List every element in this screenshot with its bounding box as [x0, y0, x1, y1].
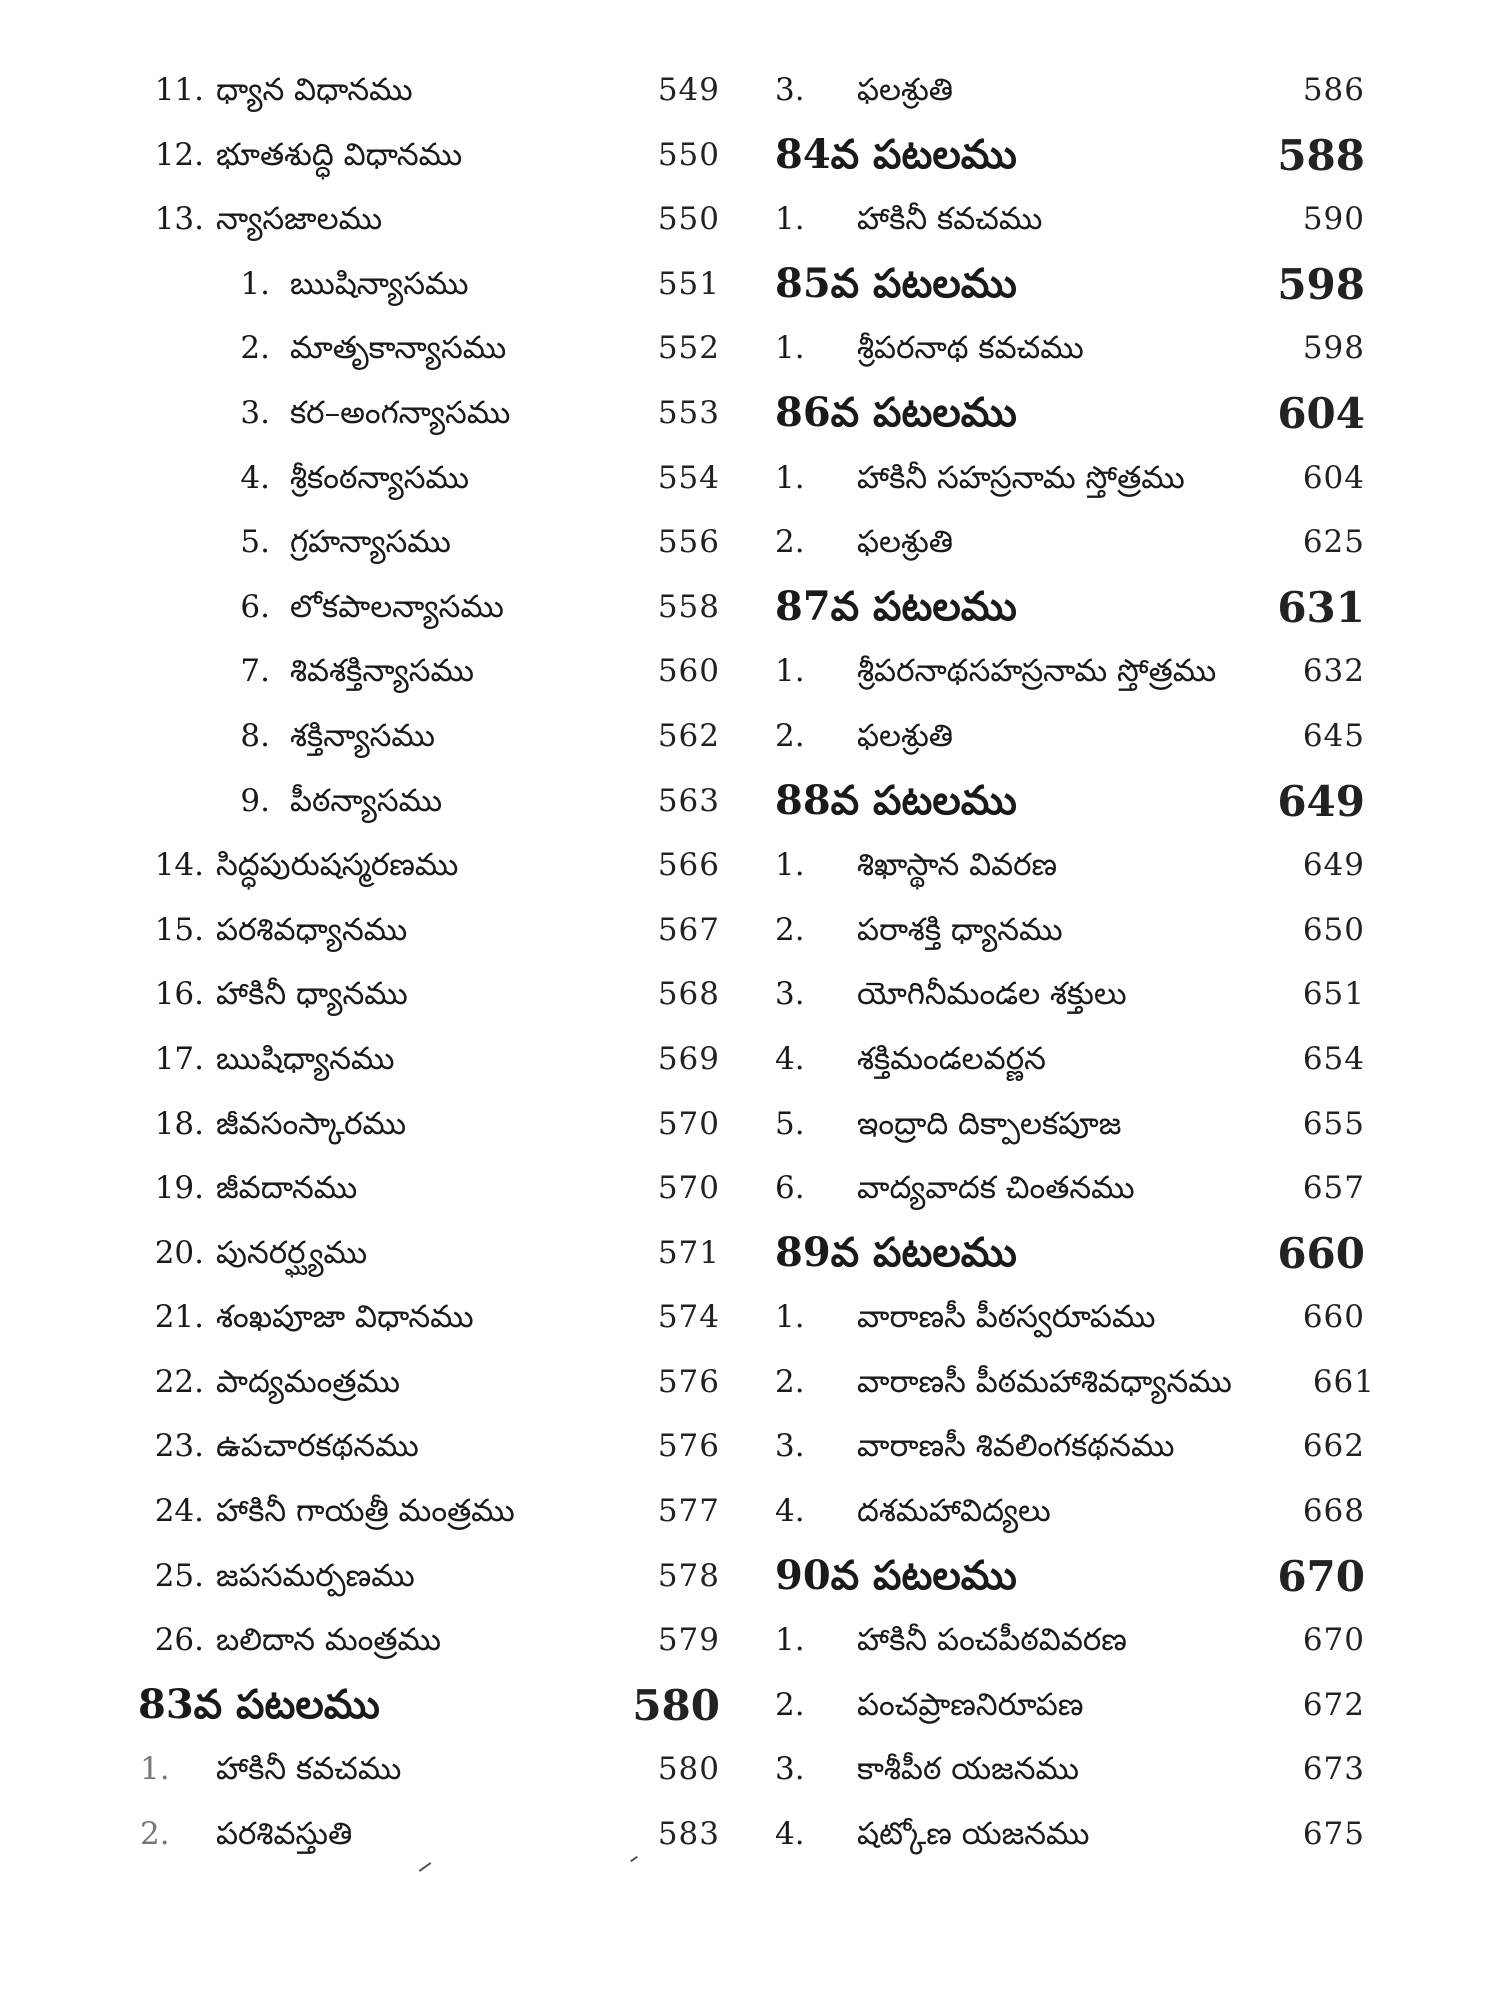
- toc-entry: [140, 1416, 720, 1481]
- toc-entry: [775, 1804, 1365, 1869]
- page-number: 563: [657, 782, 720, 819]
- page-number: 574: [657, 1299, 720, 1336]
- entry-number: 26.: [154, 1622, 204, 1659]
- entry-title: పునరర్ఘ్యము: [216, 1234, 368, 1271]
- entry-title: వారాణసీ పీఠమహాశివధ్యానము: [857, 1363, 1232, 1400]
- page-number: 604: [1277, 388, 1365, 438]
- toc-entry: [140, 1287, 720, 1352]
- entry-title: కర–అంగన్యాసము: [290, 394, 511, 431]
- entry-number: 3.: [775, 976, 805, 1013]
- toc-left-column: [140, 60, 720, 1869]
- section-heading: [775, 125, 1365, 190]
- entry-title: హాకినీ సహస్రనామ స్తోత్రము: [857, 459, 1185, 496]
- toc-entry: [775, 1675, 1365, 1740]
- page-number: 604: [1302, 459, 1365, 496]
- entry-title: పరాశక్తి ధ్యానము: [857, 911, 1063, 948]
- toc-entry: [140, 1739, 720, 1804]
- toc-entry: [140, 448, 720, 513]
- toc-entry: [775, 189, 1365, 254]
- entry-number: 6.: [775, 1170, 805, 1207]
- entry-number: 1.: [775, 201, 805, 238]
- page-number: 650: [1302, 911, 1365, 948]
- entry-title: హాకినీ ధ్యానము: [216, 976, 408, 1013]
- toc-entry: [775, 1029, 1365, 1094]
- entry-number: 13.: [154, 201, 204, 238]
- page-number: 551: [657, 265, 720, 302]
- page-number: 655: [1302, 1105, 1365, 1142]
- entry-title: గ్రహన్యాసము: [290, 524, 451, 561]
- toc-entry: [775, 318, 1365, 383]
- page-number: 560: [657, 653, 720, 690]
- entry-title: లోకపాలన్యాసము: [290, 588, 504, 625]
- page-number: 556: [657, 524, 720, 561]
- section-heading: [140, 1675, 720, 1740]
- toc-entry: [775, 1416, 1365, 1481]
- page-number: 598: [1302, 330, 1365, 367]
- page-number: 583: [657, 1816, 720, 1853]
- entry-number: 2.: [240, 330, 270, 367]
- entry-title: కాశీపీఠ యజనము: [857, 1751, 1080, 1788]
- page-number: 673: [1302, 1751, 1365, 1788]
- page-number: 598: [1277, 259, 1365, 309]
- page-number: 553: [657, 394, 720, 431]
- entry-title: యోగినీమండల శక్తులు: [857, 976, 1127, 1013]
- toc-entry: [140, 1158, 720, 1223]
- entry-title: శ్రీకంఠన్యాసము: [290, 459, 470, 496]
- page-number: 570: [657, 1170, 720, 1207]
- toc-entry: [140, 706, 720, 771]
- entry-number: 11.: [154, 72, 204, 108]
- entry-title: ధ్యాన విధానము: [216, 72, 413, 108]
- toc-entry: [775, 641, 1365, 706]
- section-title: 83వ పటలము: [138, 1680, 380, 1728]
- page-number: 549: [657, 72, 720, 108]
- page-number: 571: [657, 1234, 720, 1271]
- toc-entry: [140, 1610, 720, 1675]
- entry-title: పాద్యమంత్రము: [216, 1363, 400, 1400]
- toc-entry: [140, 1094, 720, 1159]
- entry-number: 1.: [775, 1622, 805, 1659]
- toc-entry: [140, 1352, 720, 1417]
- entry-title: జీవసంస్కారము: [216, 1105, 407, 1142]
- entry-number: 22.: [154, 1363, 204, 1400]
- entry-number: 2.: [775, 1686, 805, 1723]
- entry-number: 8.: [240, 717, 270, 754]
- page-number: 568: [657, 976, 720, 1013]
- toc-entry: [775, 1094, 1365, 1159]
- entry-number: 15.: [154, 911, 204, 948]
- toc-entry: [140, 835, 720, 900]
- page-number: 580: [657, 1751, 720, 1788]
- entry-title: సిద్ధపురుషస్మరణము: [216, 847, 459, 884]
- page-number: 661: [1312, 1363, 1375, 1400]
- page-number: 580: [632, 1680, 720, 1730]
- entry-title: ఋషిధ్యానము: [216, 1040, 395, 1077]
- page-number: 670: [1302, 1622, 1365, 1659]
- entry-title: శ్రీపరనాథ కవచము: [857, 330, 1084, 367]
- toc-entry: [775, 706, 1365, 771]
- entry-number: 21.: [154, 1299, 204, 1336]
- toc-entry: [775, 1739, 1365, 1804]
- section-title: 86వ పటలము: [775, 388, 1017, 436]
- toc-entry: [140, 60, 720, 125]
- section-heading: [775, 383, 1365, 448]
- entry-title: ఫలశ్రుతి: [857, 72, 954, 108]
- entry-number: 2.: [775, 1363, 805, 1400]
- section-title: 88వ పటలము: [775, 776, 1017, 824]
- entry-number: 24.: [154, 1493, 204, 1530]
- page-number: 645: [1302, 717, 1365, 754]
- entry-title: హాకినీ కవచము: [857, 201, 1043, 238]
- page-number: 662: [1302, 1428, 1365, 1465]
- section-heading: [775, 1546, 1365, 1611]
- page-number: 577: [657, 1493, 720, 1530]
- entry-title: షట్కోణ యజనము: [857, 1816, 1090, 1853]
- toc-entry: [140, 1546, 720, 1611]
- entry-number: 1.: [140, 1751, 170, 1788]
- page-number: 632: [1302, 653, 1365, 690]
- toc-entry: [140, 771, 720, 836]
- entry-number: 19.: [154, 1170, 204, 1207]
- page-number: 578: [657, 1557, 720, 1594]
- entry-number: 3.: [775, 1751, 805, 1788]
- entry-title: ఋషిన్యాసము: [290, 265, 469, 302]
- entry-number: 5.: [775, 1105, 805, 1142]
- page-number: 567: [657, 911, 720, 948]
- entry-number: 2.: [775, 524, 805, 561]
- section-heading: [775, 1223, 1365, 1288]
- entry-number: 1.: [240, 265, 270, 302]
- section-heading: [775, 771, 1365, 836]
- entry-number: 4.: [775, 1493, 805, 1530]
- entry-number: 4.: [775, 1816, 805, 1853]
- entry-number: 1.: [775, 653, 805, 690]
- entry-title: ఉపచారకథనము: [216, 1428, 419, 1465]
- page-number: 668: [1302, 1493, 1365, 1530]
- entry-number: 1.: [775, 1299, 805, 1336]
- page-number: 554: [657, 459, 720, 496]
- toc-entry: [775, 1610, 1365, 1675]
- entry-number: 9.: [240, 782, 270, 819]
- entry-number: 3.: [775, 72, 805, 108]
- entry-title: దశమహావిద్యలు: [857, 1493, 1051, 1530]
- entry-title: హాకినీ కవచము: [216, 1751, 402, 1788]
- toc-entry: [775, 964, 1365, 1029]
- page-number: 588: [1277, 130, 1365, 180]
- toc-entry: [140, 900, 720, 965]
- entry-number: 2.: [775, 911, 805, 948]
- page-number: 576: [657, 1428, 720, 1465]
- entry-number: 20.: [154, 1234, 204, 1271]
- page-number: 569: [657, 1040, 720, 1077]
- section-heading: [775, 254, 1365, 319]
- toc-entry: [140, 641, 720, 706]
- toc-entry: [775, 1352, 1375, 1417]
- entry-number: 1.: [775, 847, 805, 884]
- toc-entry: [140, 383, 720, 448]
- entry-number: 2.: [140, 1816, 170, 1853]
- entry-title: శక్తిమండలవర్ణన: [857, 1040, 1046, 1077]
- entry-number: 25.: [154, 1557, 204, 1594]
- toc-entry: [775, 900, 1365, 965]
- entry-title: పీఠన్యాసము: [290, 782, 443, 819]
- entry-number: 4.: [775, 1040, 805, 1077]
- toc-entry: [140, 512, 720, 577]
- toc-entry: [775, 1481, 1365, 1546]
- page-number: 660: [1302, 1299, 1365, 1336]
- toc-entry: [140, 1223, 720, 1288]
- toc-entry: [140, 577, 720, 642]
- page-number: 651: [1302, 976, 1365, 1013]
- entry-title: శిఖాస్థాన వివరణ: [857, 847, 1058, 884]
- section-title: 90వ పటలము: [775, 1551, 1017, 1599]
- entry-number: 2.: [775, 717, 805, 754]
- toc-entry: [140, 1481, 720, 1546]
- page-number: 649: [1277, 776, 1365, 826]
- entry-title: శక్తిన్యాసము: [290, 717, 435, 754]
- entry-title: జీవదానము: [216, 1170, 358, 1207]
- page-number: 586: [1302, 72, 1365, 108]
- entry-number: 7.: [240, 653, 270, 690]
- entry-title: హాకినీ పంచపీఠవివరణ: [857, 1622, 1127, 1659]
- toc-right-column: [775, 60, 1375, 1869]
- entry-number: 4.: [240, 459, 270, 496]
- page-number: 550: [657, 136, 720, 173]
- toc-entry: [775, 60, 1365, 125]
- toc-entry: [140, 189, 720, 254]
- page-number: 631: [1277, 582, 1365, 632]
- page-number: 552: [657, 330, 720, 367]
- entry-number: 18.: [154, 1105, 204, 1142]
- entry-number: 14.: [154, 847, 204, 884]
- page-number: 570: [657, 1105, 720, 1142]
- page-number: 550: [657, 201, 720, 238]
- page-number: 672: [1302, 1686, 1365, 1723]
- page-number: 590: [1302, 201, 1365, 238]
- toc-entry: [140, 254, 720, 319]
- page-number: 625: [1302, 524, 1365, 561]
- toc-entry: [775, 512, 1365, 577]
- entry-number: 3.: [775, 1428, 805, 1465]
- entry-title: పరశివధ్యానము: [216, 911, 408, 948]
- entry-title: జపసమర్పణము: [216, 1557, 415, 1594]
- section-heading: [775, 577, 1365, 642]
- entry-title: శివశక్తిన్యాసము: [290, 653, 475, 690]
- entry-title: శంఖపూజా విధానము: [216, 1299, 474, 1336]
- entry-title: వారాణసీ పీఠస్వరూపము: [857, 1299, 1156, 1336]
- page-number: 654: [1302, 1040, 1365, 1077]
- toc-entry: [775, 1287, 1365, 1352]
- entry-number: 5.: [240, 524, 270, 561]
- page-number: 562: [657, 717, 720, 754]
- toc-entry: [775, 448, 1365, 513]
- toc-entry: [775, 835, 1365, 900]
- entry-number: 1.: [775, 459, 805, 496]
- page-number: 675: [1302, 1816, 1365, 1853]
- entry-title: వాద్యవాదక చింతనము: [857, 1170, 1135, 1207]
- entry-title: ఫలశ్రుతి: [857, 717, 954, 754]
- entry-number: 3.: [240, 394, 270, 431]
- entry-title: ఫలశ్రుతి: [857, 524, 954, 561]
- entry-title: ఇంద్రాది దిక్పాలకపూజ: [857, 1105, 1122, 1142]
- section-title: 85వ పటలము: [775, 259, 1017, 307]
- toc-entry: [775, 1158, 1365, 1223]
- entry-title: న్యాసజాలము: [216, 201, 383, 238]
- entry-title: బలిదాన మంత్రము: [216, 1622, 442, 1659]
- entry-number: 23.: [154, 1428, 204, 1465]
- page-number: 558: [657, 588, 720, 625]
- section-title: 84వ పటలము: [775, 130, 1017, 178]
- page-number: 657: [1302, 1170, 1365, 1207]
- entry-number: 17.: [154, 1040, 204, 1077]
- page-number: 566: [657, 847, 720, 884]
- entry-title: వారాణసీ శివలింగకథనము: [857, 1428, 1175, 1465]
- page-number: 670: [1277, 1551, 1365, 1601]
- page-number: 576: [657, 1363, 720, 1400]
- page-number: 660: [1277, 1228, 1365, 1278]
- section-title: 89వ పటలము: [775, 1228, 1017, 1276]
- page-number: 649: [1302, 847, 1365, 884]
- entry-title: భూతశుద్ధి విధానము: [216, 136, 463, 173]
- entry-number: 6.: [240, 588, 270, 625]
- toc-entry: [140, 1029, 720, 1094]
- section-title: 87వ పటలము: [775, 582, 1017, 630]
- entry-number: 1.: [775, 330, 805, 367]
- entry-title: పంచప్రాణనిరూపణ: [857, 1686, 1084, 1723]
- page-number: 579: [657, 1622, 720, 1659]
- toc-entry: [140, 964, 720, 1029]
- toc-entry: [140, 318, 720, 383]
- toc-entry: [140, 125, 720, 190]
- entry-title: మాతృకాన్యాసము: [290, 330, 507, 367]
- entry-title: శ్రీపరనాథసహస్రనామ స్తోత్రము: [857, 653, 1217, 690]
- entry-number: 16.: [154, 976, 204, 1013]
- entry-number: 12.: [154, 136, 204, 173]
- entry-title: హాకినీ గాయత్రీ మంత్రము: [216, 1493, 515, 1530]
- entry-title: పరశివస్తుతి: [216, 1816, 353, 1853]
